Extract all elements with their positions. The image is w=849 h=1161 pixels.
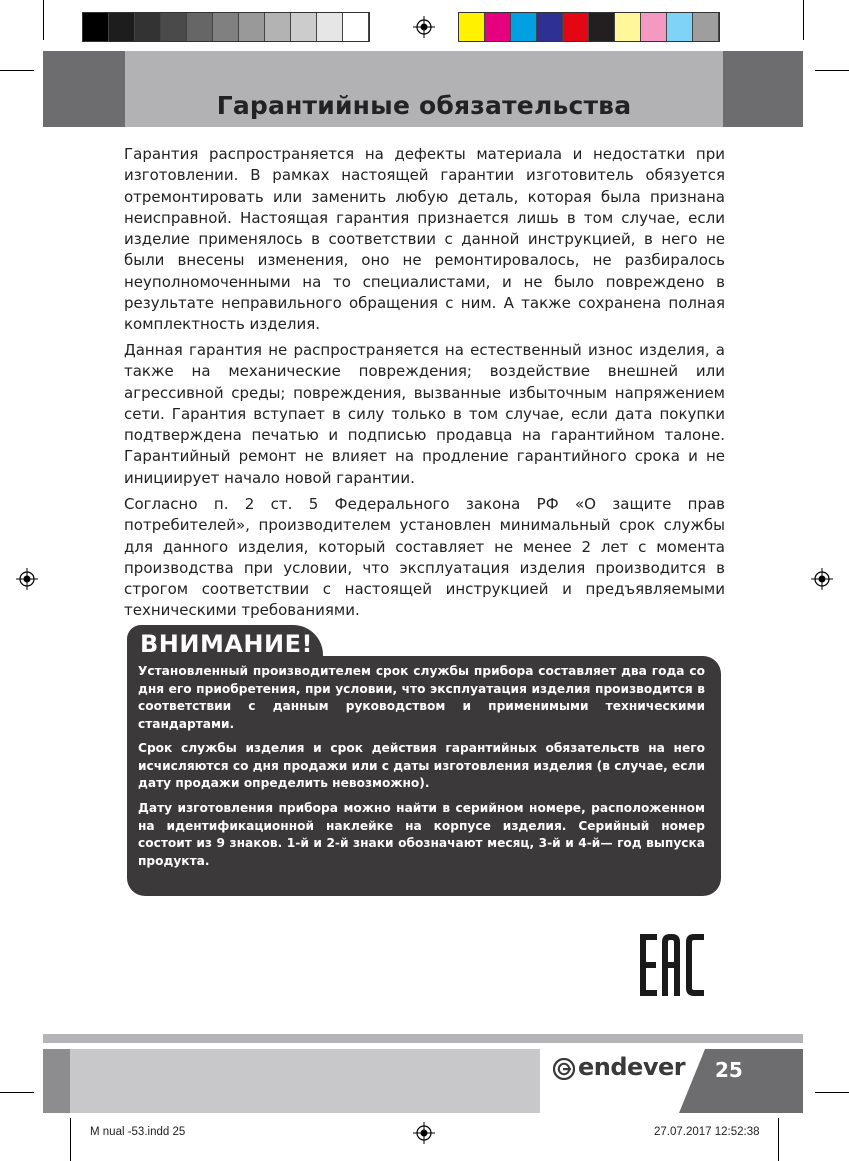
crop-mark — [815, 1092, 849, 1093]
gray-calibration-strip — [82, 12, 370, 42]
crop-mark — [70, 1118, 71, 1161]
color-swatch — [343, 13, 369, 41]
eac-certification-mark — [640, 934, 706, 996]
footer-band — [70, 1049, 540, 1113]
color-swatch — [459, 13, 485, 41]
brand-logo: endever — [578, 1053, 686, 1081]
warning-paragraph: Дату изготовления прибора можно найти в серийном номере, расположенном на идентификационной наклейке на корпусе изделия. Серийный номер состоит из 9 знаков. 1-й и 2-й знаки обозначают месяц, 3-й и 4-й— год выпуска продукта. — [138, 801, 705, 868]
color-swatch — [485, 13, 511, 41]
color-calibration-strip — [458, 12, 720, 42]
crop-mark — [0, 1092, 34, 1093]
color-swatch — [693, 13, 719, 41]
color-swatch — [83, 13, 109, 41]
crop-mark — [778, 1118, 779, 1161]
color-swatch — [213, 13, 239, 41]
crop-mark — [43, 0, 44, 40]
header-band-right — [723, 51, 803, 127]
footer-band-slant — [495, 1049, 540, 1113]
endever-logo-icon — [553, 1058, 575, 1080]
warranty-paragraph: Согласно п. 2 ст. 5 Федерального закона РФ «О защите прав потребителей», производителем установлен минимальный срок службы для данного изделия, который составляет не менее 2 лет с момента производства при условии, что эксплуатация изделия производится в строгом соответствии с настоящей инструкцией и предъявляемыми техническими требованиями. — [124, 495, 725, 620]
crop-mark — [803, 0, 804, 40]
color-swatch — [135, 13, 161, 41]
slug-file-name: M nual -53.indd 25 — [90, 1126, 186, 1138]
crop-mark — [0, 70, 34, 71]
color-swatch — [563, 13, 589, 41]
color-swatch — [615, 13, 641, 41]
color-swatch — [537, 13, 563, 41]
registration-mark-icon — [811, 568, 833, 590]
color-swatch — [511, 13, 537, 41]
warning-title: ВНИМАНИЕ! — [140, 630, 313, 658]
header-band-left — [43, 51, 125, 127]
registration-mark-icon — [413, 1122, 435, 1144]
footer-band-left — [43, 1049, 70, 1113]
crop-mark — [815, 70, 849, 71]
warning-paragraph: Срок службы изделия и срок действия гарантийных обязательств на него исчисляются со дня продажи или с даты изготовления изделия (в случае, если дату продажи определить невозможно). — [138, 741, 705, 790]
slug-timestamp: 27.07.2017 12:52:38 — [654, 1126, 760, 1138]
color-swatch — [667, 13, 693, 41]
warranty-paragraph: Данная гарантия не распространяется на естественный износ изделия, а также на механические повреждения; воздействие внешней или агрессивной среды; повреждения, вызванные избыточным напряжением сети. Гарантия вступает в силу только в том случае, если дата покупки подтверждена печатью и подписью продавца на гарантийном талоне. Гарантийный ремонт не влияет на продление гарантийного срока и не инициирует начало новой гарантии. — [124, 341, 725, 487]
color-swatch — [239, 13, 265, 41]
warranty-paragraph: Гарантия распространяется на дефекты материала и недостатки при изготовлении. В рамках настоящей гарантии изготовитель обязуется отремонтировать или заменить любую деталь, которая была признана неисправной. Настоящая гарантия признается лишь в том случае, если изделие применялось в соответствии с данной инструкцией, в него не были внесены изменения, оно не ремонтировалось, не разбиралось неуполномоченными на то специалистами, и не было повреждено в результате неправильного обращения с ним. А также сохранена полная комплектность изделия. — [124, 145, 725, 334]
page-title: Гарантийные обязательства — [216, 91, 632, 120]
color-swatch — [641, 13, 667, 41]
warning-paragraph: Установленный производителем срок службы прибора составляет два года со дня его приобретения, при условии, что эксплуатация изделия производится в соответствии с данным руководством и применимыми техническими стандартами. — [138, 664, 705, 731]
registration-mark-icon — [413, 16, 435, 38]
registration-mark-icon — [16, 568, 38, 590]
page-number: 25 — [715, 1058, 743, 1082]
footer-rule — [43, 1034, 803, 1043]
color-swatch — [265, 13, 291, 41]
color-swatch — [291, 13, 317, 41]
color-swatch — [161, 13, 187, 41]
color-swatch — [109, 13, 135, 41]
color-swatch — [317, 13, 343, 41]
color-swatch — [187, 13, 213, 41]
color-swatch — [589, 13, 615, 41]
